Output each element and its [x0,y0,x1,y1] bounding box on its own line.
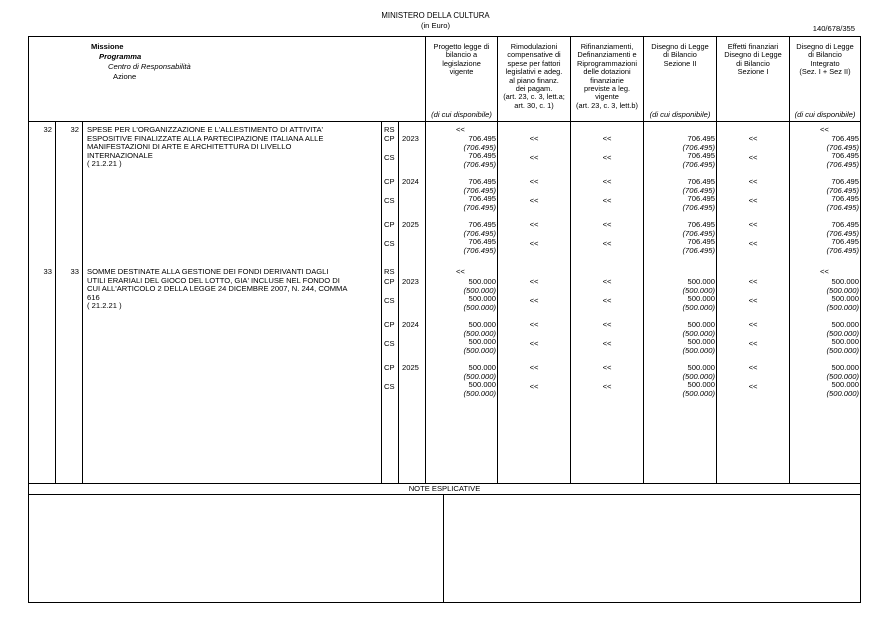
rifinanziamenti-cs: << [602,153,612,162]
integrato-values: 706.495 (706.495) 706.495 (706.495) [826,134,859,169]
col-header-sezione-ii: Disegno di Legge di Bilancio Sezione II [651,42,709,68]
rimodulazioni-cp: << [529,320,539,329]
item-missione-number: 33 [43,267,52,276]
integrato-values: 706.495 (706.495) 706.495 (706.495) [826,177,859,212]
integrato-values: 500.000 (500.000) 500.000 (500.000) [826,277,859,312]
year-label: 2024 [402,320,419,329]
item-programma-number: 32 [70,125,79,134]
item-description: SPESE PER L'ORGANIZZAZIONE E L'ALLESTIMENTO DI ATTIVITA' ESPOSITIVE FINALIZZATE ALLA PARTECIPAZIONE ITALIANA ALLE MANIFESTAZIONI DI ARTE E ARCHITETTURA DI LIVELLO INTERNAZIONALE ( 21.2.21 ) [87,125,324,169]
cs-label: CS [384,382,395,391]
rifinanziamenti-cs: << [602,339,612,348]
label-centro: Centro di Responsabilità [108,62,191,71]
progetto-values: 706.495 (706.495) 706.495 (706.495) [463,177,496,212]
ministry-title: MINISTERO DELLA CULTURA [381,11,490,20]
rs-integrato-value: << [820,125,829,134]
integrato-values: 500.000 (500.000) 500.000 (500.000) [826,320,859,355]
di-cui-label: (di cui disponibile) [431,110,492,119]
rs-label: RS [384,267,395,276]
sezione-i-cp: << [748,220,758,229]
sezione-i-cp: << [748,134,758,143]
year-label: 2025 [402,220,419,229]
integrato-values: 500.000 (500.000) 500.000 (500.000) [826,363,859,398]
rimodulazioni-cs: << [529,153,539,162]
sezione-i-cp: << [748,320,758,329]
notes-left-panel [29,495,443,602]
cp-label: CP [384,320,395,329]
rs-progetto-value: << [456,267,465,276]
header-bottom-border [28,121,861,122]
rimodulazioni-cs: << [529,339,539,348]
col-header-integrato: Disegno di Legge di Bilancio Integrato (Sez. I + Sez II) [796,42,854,77]
rifinanziamenti-cs: << [602,382,612,391]
col-header-rifinanziamenti: Rifinanziamenti, Definanziamenti e Riprogrammazioni delle dotazioni finanziarie previste a leg. vigente (art. 23, c. 3, lett.b) [575,42,639,110]
sezione-ii-values: 500.000 (500.000) 500.000 (500.000) [682,363,715,398]
sezione-i-cp: << [748,277,758,286]
rs-label: RS [384,125,395,134]
progetto-values: 500.000 (500.000) 500.000 (500.000) [463,363,496,398]
notes-right-panel [444,495,860,602]
progetto-values: 500.000 (500.000) 500.000 (500.000) [463,320,496,355]
currency-note: (in Euro) [420,21,451,30]
sezione-i-cp: << [748,363,758,372]
cs-label: CS [384,153,395,162]
rifinanziamenti-cp: << [602,363,612,372]
cs-label: CS [384,196,395,205]
notes-title: NOTE ESPLICATIVE [408,484,481,493]
cs-label: CS [384,296,395,305]
rifinanziamenti-cp: << [602,177,612,186]
integrato-values: 706.495 (706.495) 706.495 (706.495) [826,220,859,255]
item-missione-number: 32 [43,125,52,134]
rifinanziamenti-cp: << [602,220,612,229]
sezione-i-cp: << [748,177,758,186]
col-line [643,36,644,483]
year-label: 2023 [402,277,419,286]
rimodulazioni-cs: << [529,296,539,305]
progetto-values: 500.000 (500.000) 500.000 (500.000) [463,277,496,312]
cs-label: CS [384,239,395,248]
col-header-sezione-i: Effetti finanziari Disegno di Legge di Bilancio Sezione I [724,42,782,77]
rifinanziamenti-cs: << [602,196,612,205]
table-bottom-border [28,602,861,603]
progetto-values: 706.495 (706.495) 706.495 (706.495) [463,220,496,255]
cp-label: CP [384,177,395,186]
frame-right [860,36,861,603]
rs-progetto-value: << [456,125,465,134]
rifinanziamenti-cp: << [602,277,612,286]
rifinanziamenti-cs: << [602,296,612,305]
sezione-i-cs: << [748,339,758,348]
cp-label: CP [384,277,395,286]
col-line [55,121,56,483]
rimodulazioni-cs: << [529,196,539,205]
cp-label: CP [384,363,395,372]
label-programma: Programma [99,52,142,61]
rifinanziamenti-cp: << [602,320,612,329]
sezione-i-cs: << [748,296,758,305]
col-line [381,121,382,483]
rimodulazioni-cs: << [529,239,539,248]
sezione-i-cs: << [748,239,758,248]
year-label: 2024 [402,177,419,186]
sezione-ii-values: 706.495 (706.495) 706.495 (706.495) [682,177,715,212]
sezione-i-cs: << [748,196,758,205]
sezione-ii-values: 706.495 (706.495) 706.495 (706.495) [682,134,715,169]
cp-label: CP [384,220,395,229]
sezione-ii-values: 500.000 (500.000) 500.000 (500.000) [682,277,715,312]
cs-label: CS [384,339,395,348]
rimodulazioni-cs: << [529,382,539,391]
rifinanziamenti-cp: << [602,134,612,143]
progetto-values: 706.495 (706.495) 706.495 (706.495) [463,134,496,169]
year-label: 2023 [402,134,419,143]
rimodulazioni-cp: << [529,220,539,229]
di-cui-label: (di cui disponibile) [794,110,856,119]
rimodulazioni-cp: << [529,277,539,286]
sezione-ii-values: 500.000 (500.000) 500.000 (500.000) [682,320,715,355]
rimodulazioni-cp: << [529,177,539,186]
item-description: SOMME DESTINATE ALLA GESTIONE DEI FONDI DERIVANTI DAGLI UTILI ERARIALI DEL GIOCO DEL LOTTO, GIA' INCLUSE NEL FONDO DI CUI ALL'ARTICOLO 2 DELLA LEGGE 24 DICEMBRE 2007, N. 244, COMMA 616 ( 21.2.21 ) [87,267,348,311]
sezione-i-cs: << [748,153,758,162]
rimodulazioni-cp: << [529,363,539,372]
di-cui-label: (di cui disponibile) [649,110,711,119]
table-top-border [28,36,861,37]
item-programma-number: 33 [70,267,79,276]
year-label: 2025 [402,363,419,372]
col-line [82,121,83,483]
page-reference: 140/678/355 [812,24,855,33]
col-line [398,121,399,483]
rimodulazioni-cp: << [529,134,539,143]
sezione-i-cs: << [748,382,758,391]
rifinanziamenti-cs: << [602,239,612,248]
label-azione: Azione [113,72,137,81]
sezione-ii-values: 706.495 (706.495) 706.495 (706.495) [682,220,715,255]
col-line [716,36,717,483]
col-header-rimodulazioni: Rimodulazioni compensative di spese per fattori legislativi e adeg. al piano finanz. dei pagam. (art. 23, c. 3, lett.a; art. 30, c. 1) [503,42,565,110]
cp-label: CP [384,134,395,143]
label-missione: Missione [91,42,124,51]
rs-integrato-value: << [820,267,829,276]
col-line [425,36,426,483]
col-header-progetto: Progetto legge di bilancio a legislazione vigente [433,42,490,77]
col-line [789,36,790,483]
